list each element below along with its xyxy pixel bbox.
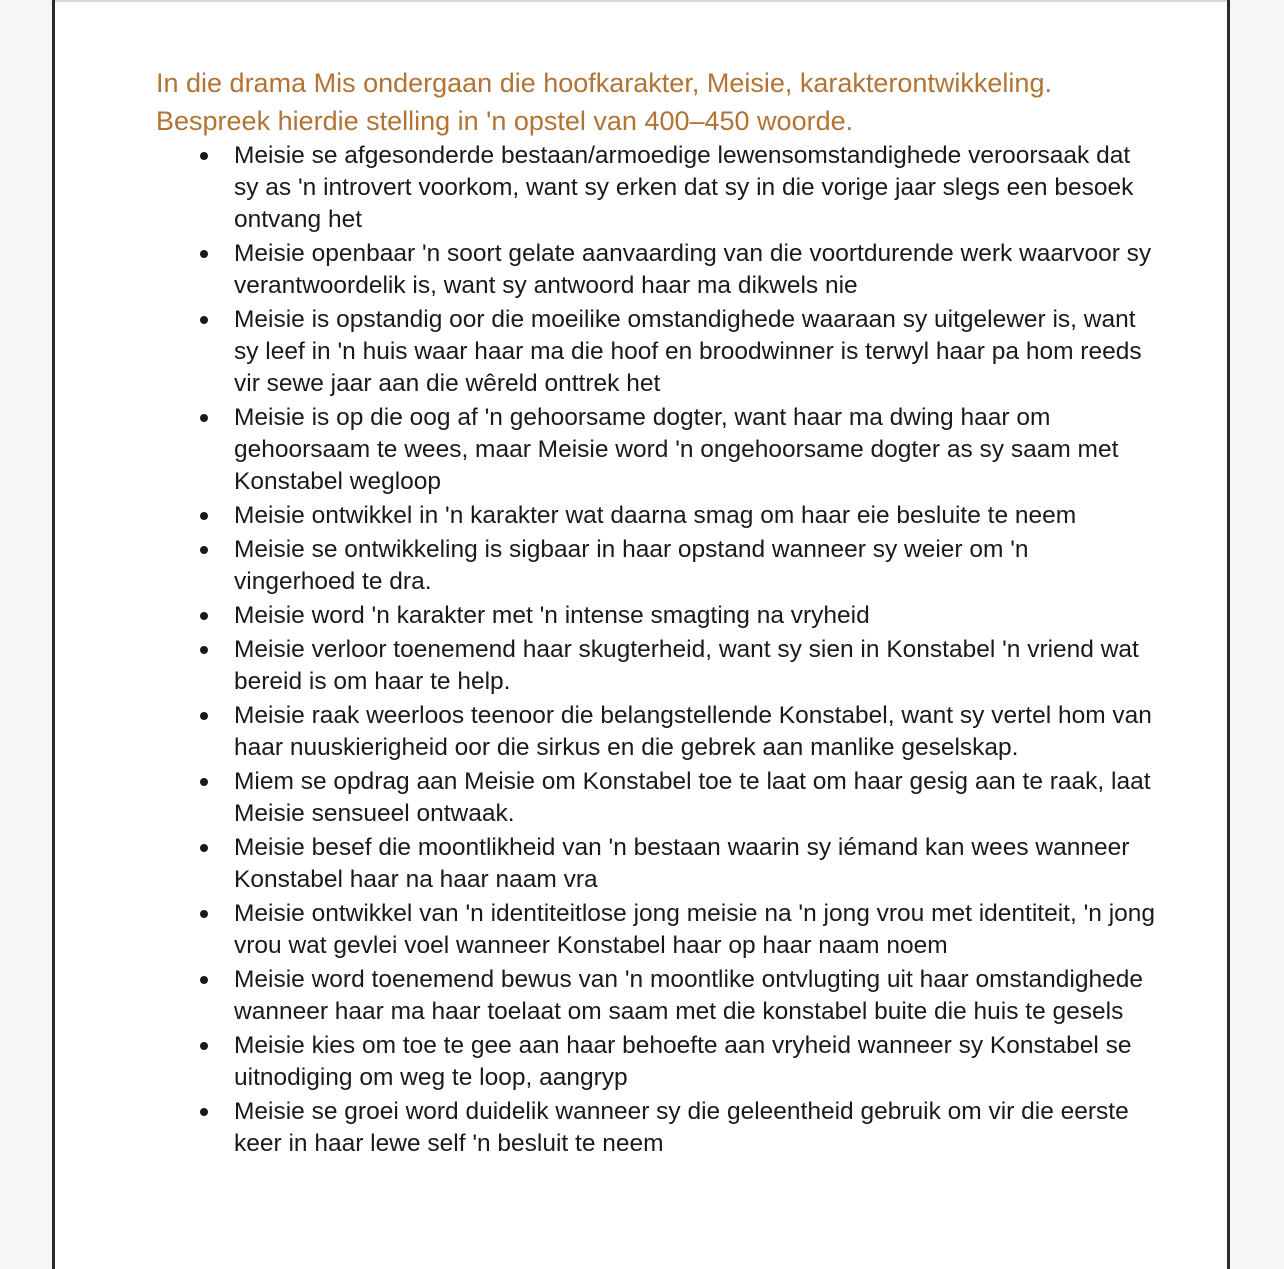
list-item [156,600,1156,632]
bullet-icon [200,546,208,554]
bullet-icon [200,316,208,324]
list-item-text: Meisie word toenemend bewus van 'n moontlike ontvlugting uit haar omstandighede wanneer haar ma haar toelaat om saam met die konstabel buite die huis te gesels [234,966,1144,1025]
bullet-icon [200,152,208,160]
list-item [156,832,1156,896]
list-item-text: Meisie is op die oog af 'n gehoorsame dogter, want haar ma dwing haar om gehoorsaam te wees, maar Meisie word 'n ongehoorsame dogter as sy saam met Konstabel wegloop [234,404,1119,495]
list-item [156,402,1156,498]
bullet-icon [200,712,208,720]
list-item [156,634,1156,698]
list-item-text: Meisie word 'n karakter met 'n intense smagting na vryheid [234,602,870,629]
bullet-list [156,140,1156,1160]
essay-prompt: In die drama Mis ondergaan die hoofkarakter, Meisie, karakterontwikkeling. Bespreek hierdie stelling in 'n opstel van 400–450 woorde. [156,68,1052,136]
list-item-text: Meisie ontwikkel in 'n karakter wat daarna smag om haar eie besluite te neem [234,502,1077,529]
page-content [156,64,1156,1162]
bullet-icon [200,778,208,786]
list-item [156,700,1156,764]
list-item-text: Meisie openbaar 'n soort gelate aanvaarding van die voortdurende werk waarvoor sy verantwoordelik is, want sy antwoord haar ma dikwels nie [234,240,1152,299]
bullet-icon [200,250,208,258]
list-item [156,898,1156,962]
list-item [156,304,1156,400]
list-item [156,1096,1156,1160]
list-item [156,1030,1156,1094]
bullet-icon [200,414,208,422]
list-item [156,534,1156,598]
bullet-icon [200,1042,208,1050]
list-item-text: Miem se opdrag aan Meisie om Konstabel toe te laat om haar gesig aan te raak, laat Meisie sensueel ontwaak. [234,768,1151,827]
list-item [156,964,1156,1028]
list-item [156,766,1156,830]
list-item-text: Meisie ontwikkel van 'n identiteitlose jong meisie na 'n jong vrou met identiteit, 'n jong vrou wat gevlei voel wanneer Konstabel haar op haar naam noem [234,900,1156,959]
list-item-text: Meisie is opstandig oor die moeilike omstandighede waaraan sy uitgelewer is, want sy leef in 'n huis waar haar ma die hoof en broodwinner is terwyl haar pa hom reeds vir sewe jaar aan die wêreld onttrek het [234,306,1142,397]
bullet-icon [200,512,208,520]
list-item-text: Meisie raak weerloos teenoor die belangstellende Konstabel, want sy vertel hom van haar nuuskierigheid oor die sirkus en die gebrek aan manlike geselskap. [234,702,1152,761]
list-item [156,500,1156,532]
list-item-text: Meisie kies om toe te gee aan haar behoefte aan vryheid wanneer sy Konstabel se uitnodiging om weg te loop, aangryp [234,1032,1132,1091]
list-item-text: Meisie besef die moontlikheid van 'n bestaan waarin sy iémand kan wees wanneer Konstabel haar na haar naam vra [234,834,1130,893]
bullet-icon [200,1108,208,1116]
document-page [52,0,1230,1269]
list-item [156,238,1156,302]
bullet-icon [200,646,208,654]
bullet-icon [200,976,208,984]
list-item-text: Meisie se ontwikkeling is sigbaar in haar opstand wanneer sy weier om 'n vingerhoed te dra. [234,536,1029,595]
list-item-text: Meisie se afgesonderde bestaan/armoedige lewensomstandighede veroorsaak dat sy as 'n introvert voorkom, want sy erken dat sy in die vorige jaar slegs een besoek ontvang het [234,142,1134,233]
list-item-text: Meisie se groei word duidelik wanneer sy die geleentheid gebruik om vir die eerste keer in haar lewe self 'n besluit te neem [234,1098,1129,1157]
bullet-icon [200,844,208,852]
bullet-icon [200,612,208,620]
list-item [156,140,1156,236]
list-item-text: Meisie verloor toenemend haar skugterheid, want sy sien in Konstabel 'n vriend wat bereid is om haar te help. [234,636,1139,695]
bullet-icon [200,910,208,918]
